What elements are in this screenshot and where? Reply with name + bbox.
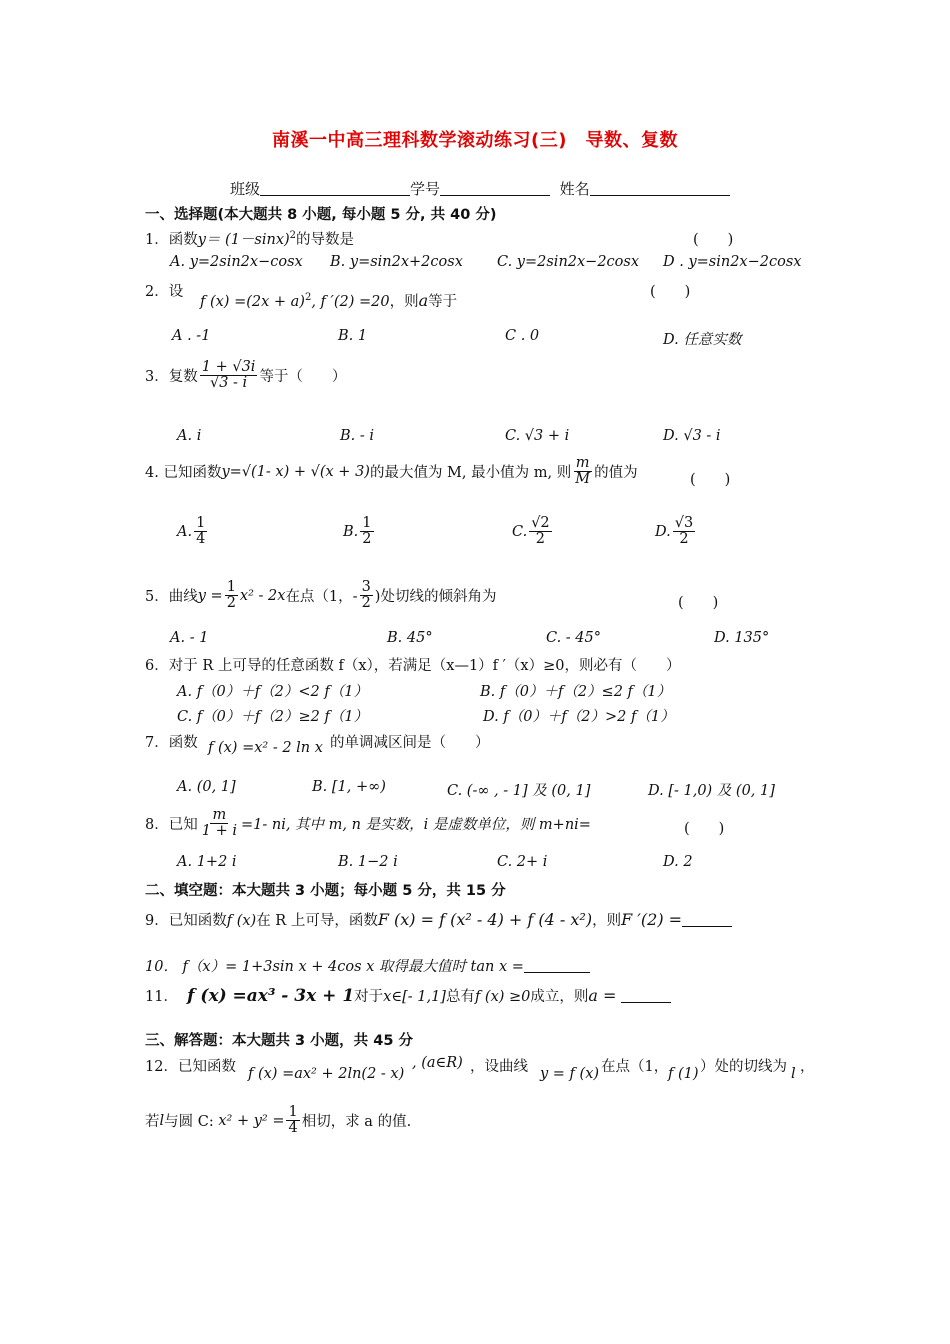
q9-ask: F ′(2) = xyxy=(621,910,683,929)
q4-a-den: 4 xyxy=(196,531,206,548)
q10-answer-blank[interactable] xyxy=(524,958,590,973)
q2-option-b: B. 1 xyxy=(338,328,368,344)
q4-d-num: √3 xyxy=(674,515,694,531)
number-label: 学号 xyxy=(410,180,441,198)
q11-ask: a = xyxy=(588,986,617,1005)
q7-stem: 7．函数 xyxy=(145,735,198,751)
q4-d-label: D. xyxy=(655,523,671,540)
q5-expr-num: 1 xyxy=(226,579,236,595)
q1-answer-paren: ( ) xyxy=(693,232,734,248)
q7-option-c: C. (-∞ , - 1] 及 (0, 1] xyxy=(447,783,591,799)
q4-option-a xyxy=(177,516,209,547)
q5-pt-num: 3 xyxy=(361,579,371,595)
class-label: 班级 xyxy=(230,180,261,198)
q8-option-c: C. 2+ i xyxy=(497,854,548,870)
q11-cond: f (x) ≥0 xyxy=(474,989,531,1005)
question-6: 6．对于 R 上可导的任意函数 f（x），若满足（x—1）f ′（x）≥0，则必有（ ） xyxy=(145,658,681,674)
q2-option-a: A . -1 xyxy=(172,328,211,344)
number-field[interactable] xyxy=(440,179,550,196)
q3-numerator: 1 + √3i xyxy=(201,359,256,375)
q6-option-d: D. f（0）＋f（2）>2 f（1） xyxy=(483,709,675,725)
q9-answer-blank[interactable] xyxy=(682,912,732,927)
q4-answer-paren: ( ) xyxy=(690,472,731,488)
q4-b-frac xyxy=(360,516,373,547)
q5-answer-paren: ( ) xyxy=(678,595,719,611)
q4-c-num: √2 xyxy=(531,515,550,531)
q4-option-c xyxy=(512,516,554,547)
q8-option-a: A. 1+2 i xyxy=(177,854,237,870)
q12-point: f (1) xyxy=(668,1066,699,1082)
q2-expr2: , f ′(2) =20 xyxy=(311,294,390,310)
q4-d-den: 2 xyxy=(679,531,689,548)
q2-option-c: C . 0 xyxy=(505,328,540,344)
q12-circle-frac xyxy=(286,1105,299,1136)
q3-option-d: D. √3 - i xyxy=(663,428,721,444)
q5-expr-frac xyxy=(225,580,238,611)
q4-c-label: C. xyxy=(512,523,528,540)
q4-fraction xyxy=(573,456,592,487)
q2-expr: f (x) =(2x + a) xyxy=(200,294,305,310)
question-2 xyxy=(145,280,183,301)
question-10 xyxy=(145,955,590,976)
q6-option-b: B. f（0）＋f（2）≤2 f（1） xyxy=(480,684,672,700)
name-label: 姓名 xyxy=(559,180,590,198)
q1-tail: 的导数是 xyxy=(296,232,355,248)
class-field[interactable] xyxy=(260,179,410,196)
q6-option-c: C. f（0）＋f（2）≥2 f（1） xyxy=(177,709,369,725)
q4-c-frac xyxy=(529,516,551,547)
section-2-heading: 二、填空题：本大题共 3 小题；每小题 5 分，共 15 分 xyxy=(145,883,506,899)
q11-stem: 11． xyxy=(145,989,178,1005)
q4-option-d xyxy=(655,516,697,547)
q2-stem: 2．设 xyxy=(145,284,184,300)
q8-answer-paren: ( ) xyxy=(684,821,725,837)
q3-option-b: B. - i xyxy=(340,428,375,444)
q4-tail: 的值为 xyxy=(594,465,638,482)
q2-answer-paren: ( ) xyxy=(650,284,691,300)
q5-expr-pre: y = xyxy=(197,587,223,604)
q2-tail: ，则 xyxy=(389,294,419,310)
q1-option-b: B. y=sin2x+2cosx xyxy=(330,254,463,270)
q4-frac-num: m xyxy=(575,455,590,471)
q2-tail2: 等于 xyxy=(428,294,458,310)
q1-option-c: C. y=2sin2x−2cosx xyxy=(497,254,640,270)
q3-denominator: √3 - i xyxy=(209,375,248,392)
q3-option-c: C. √3 + i xyxy=(505,428,570,444)
q4-a-frac xyxy=(194,516,207,547)
q1-expr: y＝ (1－sinx) xyxy=(197,232,290,248)
q5-option-d: D. 135° xyxy=(714,630,770,646)
q3-fraction xyxy=(200,360,258,391)
q9-tail: ，则 xyxy=(592,913,622,929)
question-5 xyxy=(145,580,496,611)
q3-option-a: A. i xyxy=(177,428,202,444)
question-9 xyxy=(145,909,732,930)
section-1-heading: 一、选择题(本大题共 8 小题, 每小题 5 分, 共 40 分) xyxy=(145,207,497,223)
q4-mid: 的最大值为 M, 最小值为 m, 则 xyxy=(369,465,572,482)
q2-var: a xyxy=(418,291,429,310)
q4-frac-den: M xyxy=(575,471,591,488)
q4-option-b xyxy=(343,516,376,547)
q12-tail: ）处的切线为 xyxy=(700,1059,787,1075)
q4-b-num: 1 xyxy=(362,515,372,531)
question-1: 1．函数$y= (1-\sin x)^2$的导数是 xyxy=(145,230,355,248)
q12-l: l xyxy=(791,1066,796,1082)
q5-pt-den: 2 xyxy=(361,595,371,612)
q11-answer-blank[interactable] xyxy=(621,988,671,1003)
q4-a-num: 1 xyxy=(196,515,206,531)
q5-tail: )处切线的倾斜角为 xyxy=(374,589,497,606)
q7-tail: 的单调减区间是（ ） xyxy=(330,735,490,751)
q4-c-den: 2 xyxy=(535,531,546,548)
q4-expr: y=√(1- x) + √(x + 3) xyxy=(221,463,370,480)
q8-tail: =1- ni, 其中 m, n 是实数，i 是虚数单位，则 m+ni= xyxy=(240,817,591,834)
q12-comma: ， xyxy=(800,1059,815,1075)
question-8 xyxy=(145,808,591,839)
q4-a-label: A. xyxy=(177,523,193,540)
page-title: 南溪一中高三理科数学滚动练习(三) 导数、复数 xyxy=(272,130,678,151)
q2-option-d: D. 任意实数 xyxy=(663,332,742,348)
q9-expr: F (x) = f (x² - 4) + f (4 - x²) xyxy=(377,910,593,929)
q11-range: x∈[- 1,1] xyxy=(383,989,446,1005)
question-12 xyxy=(145,1055,236,1076)
q11-tail: 成立，则 xyxy=(530,989,589,1005)
q2-formula: f $(x) =(2x + a)^2$, f ′(2) =20，则a等于 xyxy=(200,291,458,310)
q12-mid: ，设曲线 xyxy=(470,1059,528,1075)
q4-stem: 4. 已知函数 xyxy=(145,465,222,482)
q8-option-b: B. 1−2 i xyxy=(338,854,398,870)
q7-option-a: A. (0, 1] xyxy=(177,779,236,795)
question-11 xyxy=(145,985,671,1006)
q12-mid2: 在点（1， xyxy=(601,1059,669,1075)
q11-mid: 对于 xyxy=(354,989,384,1005)
q8-stem: 8．已知 xyxy=(145,817,198,834)
q9-mid: 在 R 上可导，函数 xyxy=(256,913,378,929)
q8-frac-den: 1 + i xyxy=(201,823,237,840)
q6-option-a: A. f（0）＋f（2）<2 f（1） xyxy=(177,684,368,700)
q5-expr-post: x² - 2x xyxy=(239,587,286,604)
q5-stem: 5．曲线 xyxy=(145,589,198,606)
q9-f: f (x) xyxy=(226,913,257,929)
q12-line-2 xyxy=(145,1105,411,1136)
q12-line2-a: 若 xyxy=(145,1114,160,1131)
q7-option-d: D. [- 1,0) 及 (0, 1] xyxy=(648,783,775,799)
q1-option-a: A. y=2sin2x−cosx xyxy=(170,254,303,270)
name-field[interactable] xyxy=(590,179,730,196)
student-info-line xyxy=(230,178,730,199)
q7-expr: f (x) =x² - 2 ln x xyxy=(208,740,323,756)
q4-d-frac xyxy=(673,516,695,547)
q5-mid: 在点（1，- xyxy=(285,589,358,606)
q8-option-d: D. 2 xyxy=(663,854,693,870)
q5-option-b: B. 45° xyxy=(387,630,433,646)
q11-expr: f (x) =ax³ - 3x + 1 xyxy=(187,986,355,1006)
question-3 xyxy=(145,360,346,391)
q12-line2-c: 相切，求 a 的值. xyxy=(301,1114,412,1131)
q12-line2-b: 与圆 C: xyxy=(164,1114,214,1131)
q12-stem: 12．已知函数 xyxy=(145,1059,236,1075)
q1-option-d: D . y=sin2x−2cosx xyxy=(663,254,802,270)
q12-expr: f (x) =ax² + 2ln(2 - x) xyxy=(248,1066,405,1082)
q4-b-den: 2 xyxy=(362,531,372,548)
section-3-heading: 三、解答题：本大题共 3 小题，共 45 分 xyxy=(145,1033,413,1049)
q12-c-den: 4 xyxy=(288,1120,298,1137)
q5-option-a: A. - 1 xyxy=(170,630,209,646)
q12-c-num: 1 xyxy=(288,1104,298,1120)
q10-text: 10． f（x）= 1+3sin x + 4cos x 取得最大值时 tan x = xyxy=(145,959,524,975)
q12-curve: y = f (x) xyxy=(540,1066,600,1082)
q5-expr-den: 2 xyxy=(226,595,236,612)
q12-circle: x² + y² = xyxy=(218,1112,285,1129)
q12-line2-l: l xyxy=(159,1112,165,1129)
q7-option-b: B. [1, +∞) xyxy=(312,779,386,795)
q4-b-label: B. xyxy=(343,523,359,540)
q11-mid2: 总有 xyxy=(445,989,475,1005)
q3-tail: 等于（ ） xyxy=(259,369,347,386)
q5-option-c: C. - 45° xyxy=(546,630,602,646)
q1-stem: 1．函数 xyxy=(145,232,198,248)
question-7 xyxy=(145,731,198,752)
q9-stem: 9．已知函数 xyxy=(145,913,227,929)
q8-frac-num: m xyxy=(212,807,227,823)
question-4 xyxy=(145,456,638,487)
q12-cond: , (a∈R) xyxy=(412,1055,463,1071)
q5-point-frac xyxy=(360,580,373,611)
q8-fraction xyxy=(200,808,239,839)
q3-stem: 3．复数 xyxy=(145,369,198,386)
